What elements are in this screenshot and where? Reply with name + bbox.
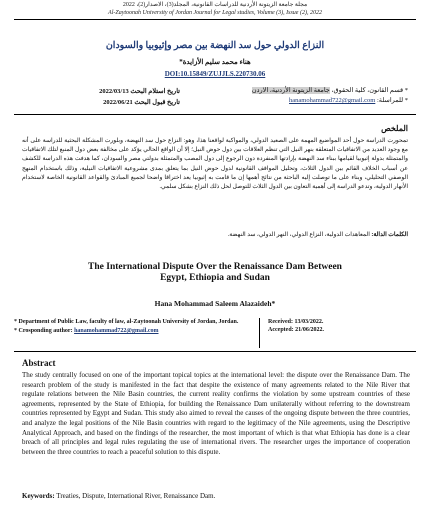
arabic-divider xyxy=(14,114,416,115)
arabic-email-link[interactable]: hanamohammad722@gmail.com xyxy=(289,97,376,104)
english-keywords xyxy=(22,492,410,500)
arabic-keywords xyxy=(22,231,408,238)
english-author: Hana Mohammad Saleem Alazaideh* xyxy=(154,299,276,308)
arabic-affiliation xyxy=(158,86,408,106)
english-affiliation: * Department of Public Law, faculty of law, al-Zaytoonah University of Jordan, Jordan. * Crosponding author: hanamohammad722@gmail.com xyxy=(14,318,260,348)
arabic-title: النزاع الدولي حول سد النهضة بين مصر وإثيوبيا والسودان xyxy=(105,41,325,51)
english-divider xyxy=(14,351,416,352)
arabic-affiliation-highlight: جامعة الزيتونة الأردنية، الاردن xyxy=(251,87,330,94)
arabic-correspondence-label: * للمراسلة: xyxy=(376,97,408,104)
english-received-date: Received: 13/03/2022. xyxy=(268,319,324,325)
english-title-line2: Egypt, Ethiopia and Sudan xyxy=(160,273,270,283)
english-accepted-date: Accepted: 21/06/2022. xyxy=(268,327,324,333)
english-keywords-text: Treaties, Dispute, International River, Renaissance Dam. xyxy=(56,492,216,500)
english-abstract: The study centrally focused on one of the important topical topics at the international level: the dispute over the Renaissance Dam. The research problem of the study is manifested in the fact that despite the existence of many agreements related to the Nile River that regulate relations between the Nile Basin countries, the current reality confirms the violation by some upstream countries of these agreements, represented by the State of Ethiopia, for building the Renaissance Dam unilaterally without referring to the downstream countries represented by Egypt and Sudan. This study also aimed to reveal the causes of the ongoing dispute between the three countries, and analyze the legal positions of the Nile Basin countries with regard to the legitimacy of the Nile agreements, using the Descriptive Analytical Approach, and based on the findings of the researcher, the most important of which is that what Ethiopia has done is a clear breach of all principles and legal rules regulating the use of international rivers. The researcher urges the importance of cooperation between the three countries to reach a peaceful solution to this dispute. xyxy=(22,371,410,456)
arabic-author: هناء محمد سليم الأزايدة* xyxy=(179,58,251,66)
arabic-keywords-text: المعاهدات الدولية، النزاع الدولي، النهر الدولي، سد النهضة. xyxy=(227,232,370,238)
english-keywords-label: Keywords: xyxy=(22,492,55,500)
arabic-keywords-label: الكلمات الدالة: xyxy=(371,232,408,238)
header-divider xyxy=(14,19,416,20)
arabic-affiliation-prefix: * قسم القانون، كلية الحقوق، xyxy=(331,87,408,94)
arabic-abstract-heading: الملخص xyxy=(381,124,408,133)
english-correspondence-label: Crosponding author: xyxy=(18,328,73,334)
arabic-dates xyxy=(40,86,180,108)
arabic-received-date: تاريخ استلام البحث 2022/03/13 xyxy=(99,88,180,95)
journal-header xyxy=(0,2,430,17)
english-affiliation-text: Department of Public Law, faculty of law, al-Zaytoonah University of Jordan, Jordan. xyxy=(18,319,239,325)
journal-header-arabic: مجلة جامعة الزيتونة الأردنية للدراسات القانونية، المجلد(3)، الاصدار(2)، 2022 xyxy=(122,2,308,8)
journal-header-english: Al-Zaytoonah University of Jordan Journal for Legal studies, Volume (3), Issue (2), 2022 xyxy=(108,9,322,16)
english-abstract-heading: Abstract xyxy=(22,358,56,368)
english-email-link[interactable]: hanamohammad722@gmail.com xyxy=(74,328,159,334)
arabic-abstract: تمحورت الدراسة حول أحد المواضيع المهمة على الصعيد الدولي، والمواكبة لواقعنا هذا، وهو: النزاع حول سد النهضة، وبلورت المشكلة البحثية للدراسة على أنه مع وجود العديد من الاتفاقيات المتعلقة بنهر النيل التي تنظم العلاقات بين دول حوض النيل؛ إلا أن الواقع الحالي يؤكد على مخالفة بعض دول المنبع لتلك الاتفاقيات والمتمثلة بدولة إثيوبيا لقيامها ببناء سد النهضة بإرادتها المنفردة دون الرجوع إلى دول المصب والمتمثلة بدولتي مصر والسودان، كما هدفت هذه الدراسة للكشف عن أسباب الخلاف القائم بين الدول الثلاث، وتحليل المواقف القانونية لدول حوض النيل بما يتعلق بمدى مشروعية الاتفاقيات النيلية، وذلك باستخدام المنهج الوصفي التحليلي، وبناء على ما توصلت إليه الباحثة من نتائج أهمها إن ما قامت به إثيوبيا يعد اختراقا واضحا لجميع المبادئ والقواعد القانونية الخاصة لاستخدام الأنهار الدولية، وتدعو الدراسة إلى أهمية التعاون بين الدول الثلاث للتوصل لحل ذلك النزاع بشكل سلمي. xyxy=(22,138,408,191)
arabic-accepted-date: تاريخ قبول البحث 2022/06/21 xyxy=(103,99,180,106)
english-dates xyxy=(268,318,408,334)
english-title xyxy=(20,262,410,284)
english-title-line1: The International Dispute Over the Renaissance Dam Between xyxy=(88,262,342,272)
doi-link[interactable]: DOI:10.15849/ZUJJLS.220730.06 xyxy=(164,70,266,78)
